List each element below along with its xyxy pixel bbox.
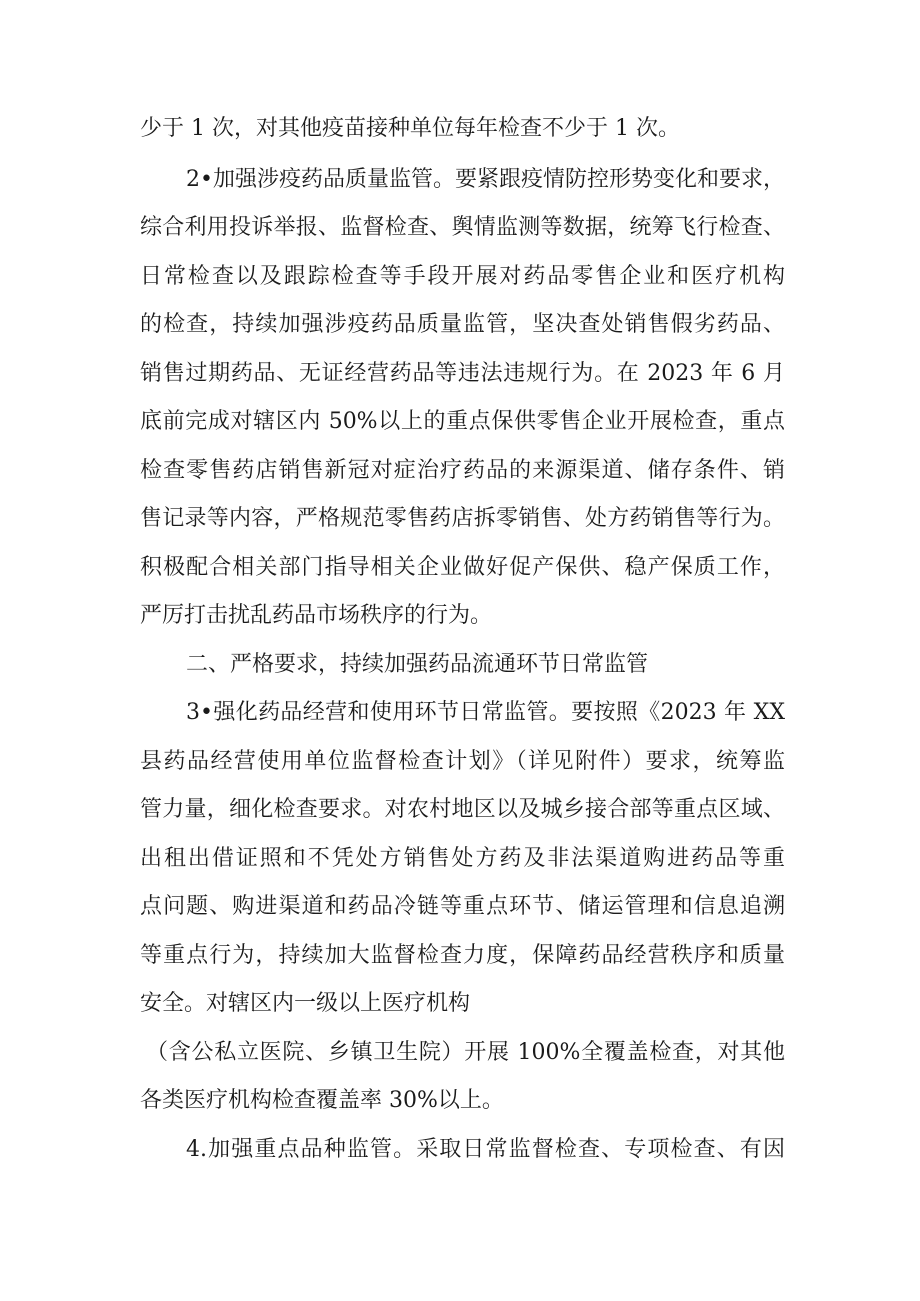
text-line: 县药品经营使用单位监督检查计划》（详见附件）要求，统筹监 xyxy=(140,749,785,774)
text-line: 底前完成对辖区内 50%以上的重点保供零售企业开展检查，重点 xyxy=(140,409,785,434)
text-line: 4.加强重点品种监管。采取日常监督检查、专项检查、有因 xyxy=(186,1137,785,1162)
text-line: 严厉打击扰乱药品市场秩序的行为。 xyxy=(140,603,493,628)
text-line: 3•强化药品经营和使用环节日常监管。要按照《2023 年 XX xyxy=(186,700,785,725)
text-line: 安全。对辖区内一级以上医疗机构 xyxy=(140,991,471,1016)
text-line: 2•加强涉疫药品质量监管。要紧跟疫情防控形势变化和要求， xyxy=(186,167,785,192)
text-line: 少于 1 次，对其他疫苗接种单位每年检查不少于 1 次。 xyxy=(140,116,680,141)
text-line: 各类医疗机构检查覆盖率 30%以上。 xyxy=(140,1088,504,1113)
text-line: 综合利用投诉举报、监督检查、舆情监测等数据，统筹飞行检查、 xyxy=(140,215,785,240)
text-line: 的检查，持续加强涉疫药品质量监管，坚决查处销售假劣药品、 xyxy=(140,312,785,337)
text-line: 售记录等内容，严格规范零售药店拆零销售、处方药销售等行为。 xyxy=(140,506,785,531)
text-line: 销售过期药品、无证经营药品等违法违规行为。在 2023 年 6 月 xyxy=(140,361,785,386)
text-line: 积极配合相关部门指导相关企业做好促产保供、稳产保质工作， xyxy=(140,555,785,580)
text-line: （含公私立医院、乡镇卫生院）开展 100%全覆盖检查，对其他 xyxy=(146,1040,785,1065)
text-line: 出租出借证照和不凭处方销售处方药及非法渠道购进药品等重 xyxy=(140,846,785,871)
text-line: 检查零售药店销售新冠对症治疗药品的来源渠道、储存条件、销 xyxy=(140,458,785,483)
text-line: 点问题、购进渠道和药品冷链等重点环节、储运管理和信息追溯 xyxy=(140,894,785,919)
section-heading: 二、严格要求，持续加强药品流通环节日常监管 xyxy=(186,652,649,677)
text-line: 日常检查以及跟踪检查等手段开展对药品零售企业和医疗机构 xyxy=(140,264,785,289)
text-line: 等重点行为，持续加大监督检查力度，保障药品经营秩序和质量 xyxy=(140,943,785,968)
text-line: 管力量，细化检查要求。对农村地区以及城乡接合部等重点区域、 xyxy=(140,797,785,822)
